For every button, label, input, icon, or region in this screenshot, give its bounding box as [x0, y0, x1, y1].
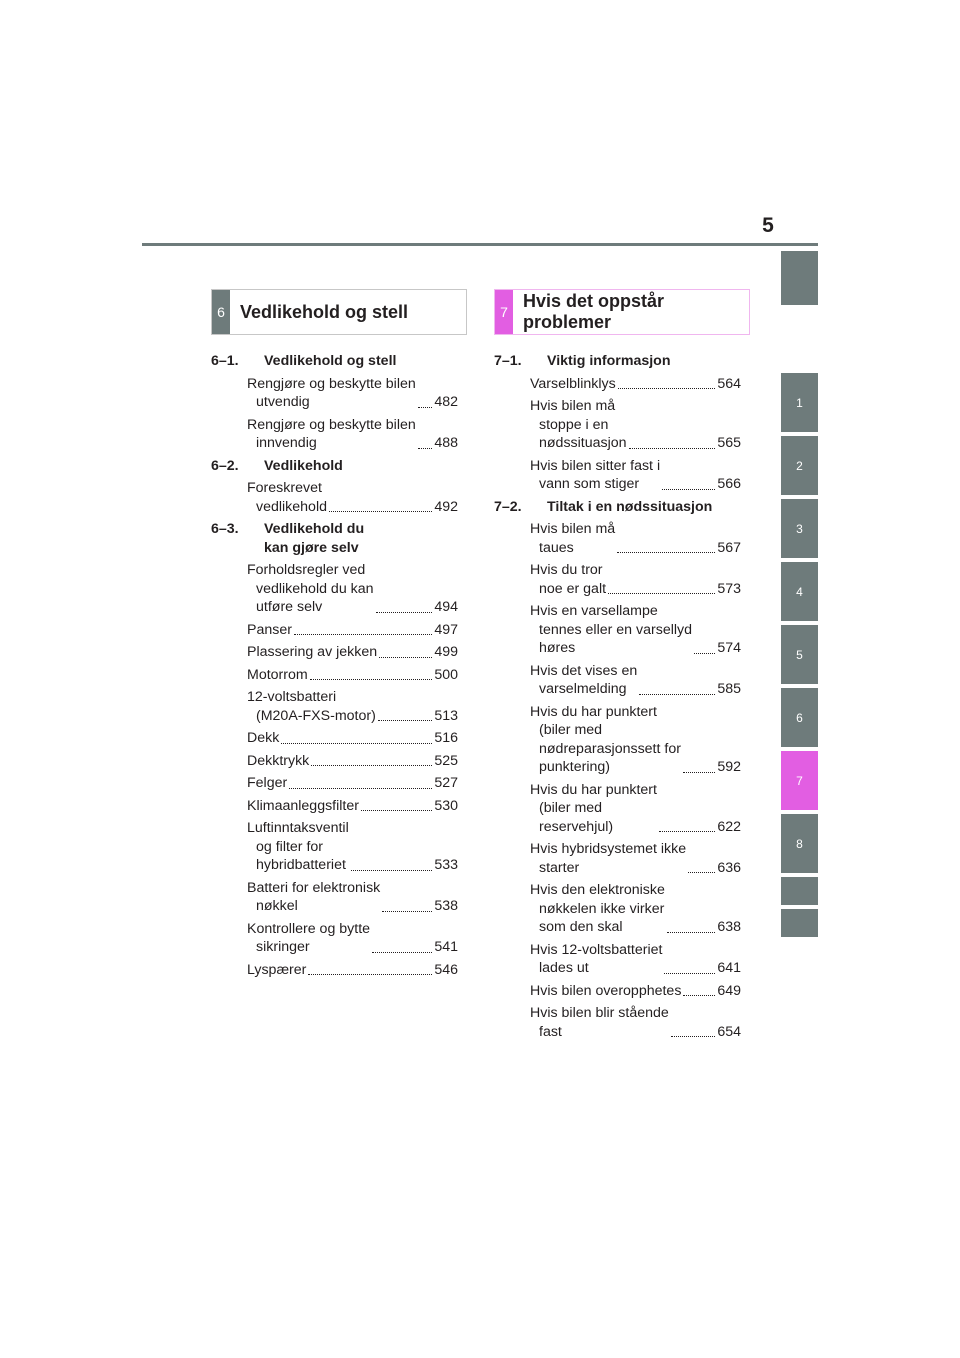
section-number-badge: 6 [212, 290, 230, 334]
entry-page-number: 482 [434, 394, 458, 410]
toc-entry[interactable] [530, 840, 741, 877]
entry-label: Dekktrykk [247, 752, 310, 769]
toc-entry[interactable] [247, 375, 458, 412]
entry-label: Hvis bilen overopphetes [530, 982, 682, 999]
chapter-tab-blank[interactable] [781, 877, 818, 905]
entry-label: Plassering av jekken [247, 644, 378, 660]
chapter-tab-6[interactable]: 6 [781, 688, 818, 747]
entry-label: Rengjøre og beskytte bilen utvendig [247, 375, 416, 410]
group-title: Vedlikehold du kan gjøre selv [264, 521, 365, 556]
toc-entry[interactable] [247, 561, 458, 617]
dot-leader [294, 634, 432, 635]
dot-leader [372, 952, 432, 953]
chapter-tab-blank[interactable] [781, 909, 818, 937]
section-header-7 [494, 289, 750, 335]
entry-label: 12-voltsbatteri (M20A-FXS-motor) [247, 689, 376, 724]
dot-leader [382, 911, 432, 912]
entry-page-number: 622 [717, 818, 741, 835]
entry-page-number: 538 [434, 898, 458, 914]
group-number: 6–1. [211, 353, 239, 369]
toc-group [494, 498, 741, 517]
toc-entry[interactable] [247, 688, 458, 725]
entry-page-number: 497 [434, 621, 458, 638]
toc-entry[interactable] [530, 602, 741, 658]
section-title: Vedlikehold og stell [240, 301, 409, 322]
dot-leader [662, 489, 715, 490]
entry-page-number: 546 [434, 961, 458, 978]
entry-page-number: 500 [434, 666, 458, 683]
dot-leader [608, 593, 715, 594]
entry-page-number: 638 [717, 919, 741, 935]
toc-group [211, 352, 458, 371]
dot-leader [671, 1036, 716, 1037]
entry-page-number: 492 [434, 498, 458, 515]
entry-label: Lyspærer [247, 961, 307, 978]
dot-leader [639, 694, 715, 695]
chapter-tab-3[interactable]: 3 [781, 499, 818, 558]
toc-entry[interactable] [530, 375, 741, 394]
dot-leader [379, 657, 432, 658]
entry-page-number: 641 [717, 960, 741, 976]
toc-entry[interactable] [530, 662, 741, 699]
dot-leader [418, 407, 433, 408]
entry-page-number: 636 [717, 859, 741, 876]
group-number: 6–3. [211, 521, 239, 537]
toc-entry[interactable] [530, 520, 741, 557]
dot-leader [351, 870, 433, 871]
entry-page-number: 649 [717, 982, 741, 999]
toc-entry[interactable] [530, 1004, 741, 1041]
chapter-tab-8[interactable]: 8 [781, 814, 818, 873]
entry-label: Felger [247, 775, 288, 791]
entry-label: Hvis hybridsystemet ikke starter [530, 841, 687, 876]
group-number: 7–1. [494, 353, 522, 369]
entry-page-number: 585 [717, 681, 741, 697]
entry-page-number: 527 [434, 775, 458, 791]
group-title: Tiltak i en nødssituasjon [547, 498, 713, 515]
entry-page-number: 541 [434, 939, 458, 955]
chapter-tab-7[interactable]: 7 [781, 751, 818, 810]
toc-entry[interactable] [247, 961, 458, 980]
chapter-tab-4[interactable]: 4 [781, 562, 818, 621]
dot-leader [310, 679, 433, 680]
dot-leader [308, 974, 432, 975]
entry-label: Hvis det vises en varselmelding [530, 662, 638, 697]
dot-leader [683, 772, 715, 773]
group-title: Vedlikehold og stell [264, 353, 397, 369]
entry-label: Foreskrevet vedlikehold [247, 480, 327, 515]
entry-label: Hvis bilen må taues [530, 521, 616, 556]
toc-entry[interactable] [247, 621, 458, 640]
entry-label: Hvis bilen blir stående fast [530, 1005, 669, 1040]
toc-entry[interactable] [247, 774, 458, 793]
entry-page-number: 499 [434, 644, 458, 660]
dot-leader [289, 788, 432, 789]
toc-entry[interactable] [530, 982, 741, 1001]
dot-leader [281, 743, 432, 744]
toc-entry[interactable] [247, 416, 458, 453]
entry-label: Kontrollere og bytte sikringer [247, 920, 371, 955]
dot-leader [361, 810, 432, 811]
entry-label: Varselblinklys [530, 375, 616, 392]
toc-group [211, 457, 458, 476]
entry-page-number: 494 [434, 599, 458, 615]
toc-entry[interactable] [247, 666, 458, 685]
contents-column-right [494, 352, 741, 1045]
entry-label: Hvis en varsellampe tennes eller en varsellyd høres [530, 603, 692, 656]
contents-column-left [211, 352, 458, 983]
toc-entry[interactable] [247, 643, 458, 662]
entry-page-number: 530 [434, 797, 458, 814]
dot-leader [418, 448, 433, 449]
page-number: 5 [762, 214, 774, 237]
entry-label: Hvis bilen må stoppe i en nødssituasjon [530, 398, 627, 451]
entry-label: Forholdsregler ved vedlikehold du kan utføre selv [247, 562, 374, 615]
dot-leader [664, 973, 715, 974]
group-number: 6–2. [211, 457, 239, 474]
entry-page-number: 592 [717, 759, 741, 775]
toc-entry[interactable] [530, 881, 741, 937]
toc-entry[interactable] [247, 729, 458, 748]
entry-label: Hvis den elektroniske nøkkelen ikke virker som den skal [530, 882, 665, 935]
chapter-tab-blank[interactable] [781, 251, 818, 305]
toc-entry[interactable] [530, 703, 741, 777]
dot-leader [618, 388, 716, 389]
entry-label: Panser [247, 621, 292, 638]
dot-leader [376, 612, 433, 613]
entry-label: Rengjøre og beskytte bilen innvendig [247, 416, 416, 451]
entry-label: Luftinntaksventil og filter for hybridbatteriet [247, 820, 349, 873]
entry-page-number: 567 [717, 539, 741, 556]
toc-entry[interactable] [247, 752, 458, 771]
entry-page-number: 516 [434, 730, 458, 746]
entry-label: Batteri for elektronisk nøkkel [247, 879, 381, 914]
toc-group [494, 352, 741, 371]
entry-label: Hvis bilen sitter fast i vann som stiger [530, 457, 661, 492]
dot-leader [378, 720, 433, 721]
entry-page-number: 525 [434, 752, 458, 769]
header-rule [142, 243, 818, 246]
chapter-tab-1[interactable]: 1 [781, 373, 818, 432]
entry-page-number: 573 [717, 580, 741, 597]
toc-entry[interactable] [530, 941, 741, 978]
entry-page-number: 513 [434, 707, 458, 724]
toc-entry[interactable] [247, 819, 458, 875]
dot-leader [659, 831, 715, 832]
dot-leader [617, 552, 715, 553]
chapter-tab-5[interactable]: 5 [781, 625, 818, 684]
entry-label: Dekk [247, 730, 280, 746]
entry-page-number: 566 [717, 476, 741, 492]
toc-entry[interactable] [247, 920, 458, 957]
group-title: Viktig informasjon [547, 353, 671, 369]
dot-leader [329, 511, 432, 512]
entry-label: Motorrom [247, 666, 308, 683]
section-title: Hvis det oppstår problemer [523, 291, 665, 332]
entry-page-number: 533 [434, 857, 458, 873]
toc-entry[interactable] [247, 797, 458, 816]
section-header-6 [211, 289, 467, 335]
toc-group [211, 520, 458, 557]
group-number: 7–2. [494, 498, 522, 515]
entry-label: Hvis 12-voltsbatteriet lades ut [530, 941, 663, 976]
group-title: Vedlikehold [264, 457, 343, 474]
toc-entry[interactable] [247, 479, 458, 516]
section-number-badge: 7 [495, 290, 513, 334]
entry-label: Hvis du har punktert (biler med reservehjul) [530, 781, 657, 835]
dot-leader [683, 995, 715, 996]
dot-leader [629, 448, 716, 449]
dot-leader [311, 765, 432, 766]
entry-label: Klimaanleggsfilter [247, 797, 359, 814]
dot-leader [694, 653, 715, 654]
toc-entry[interactable] [247, 879, 458, 916]
chapter-tab-2[interactable]: 2 [781, 436, 818, 495]
entry-label: Hvis du har punktert (biler med nødreparasjonssett for punktering) [530, 703, 681, 775]
toc-entry[interactable] [530, 781, 741, 837]
entry-page-number: 565 [717, 435, 741, 451]
toc-entry[interactable] [530, 457, 741, 494]
entry-label: Hvis du tror noe er galt [530, 562, 607, 597]
entry-page-number: 574 [717, 640, 741, 656]
entry-page-number: 488 [434, 435, 458, 451]
entry-page-number: 564 [717, 375, 741, 392]
dot-leader [688, 872, 715, 873]
entry-page-number: 654 [717, 1023, 741, 1040]
toc-entry[interactable] [530, 397, 741, 453]
dot-leader [667, 932, 715, 933]
toc-entry[interactable] [530, 561, 741, 598]
